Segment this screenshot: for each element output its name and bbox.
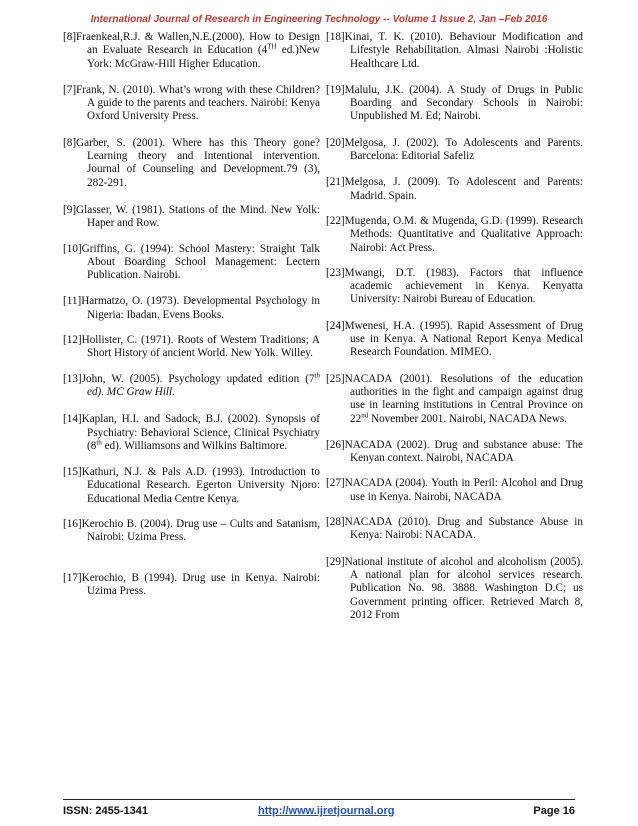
reference-entry: [12]Hollister, C. (1971). Roots of Western Traditions; A Short History of ancient World. New Yolk. Willey. (63, 334, 320, 360)
reference-entry: [26]NACADA (2002). Drug and substance abuse: The Kenyan context. Nairobi, NACADA (326, 438, 583, 465)
reference-entry: [17]Kerochio, B (1994). Drug use in Kenya. Nairobi: Uzima Press. (63, 571, 320, 597)
issn-label: ISSN: 2455-1341 (63, 805, 148, 817)
references-column-left (63, 31, 320, 598)
reference-entry: [13]John, W. (2005). Psychology updated edition (7th ed). MC Graw Hill. (63, 370, 320, 398)
reference-entry: [8]Fraenkeal,R.J. & Wallen,N.E.(2000). How to Design an Evaluate Research in Education (4TH ed.)New York: McGraw-Hill Higher Education. (63, 31, 320, 70)
reference-entry: [8]Garber, S. (2001). Where has this Theory gone? Learning theory and Intentional intervention. Journal of Counseling and Development.79 (3), 282-291. (63, 136, 320, 189)
reference-entry: [20]Melgosa, J. (2002). To Adolescents and Parents. Barcelona: Editorial Safeliz (326, 136, 583, 163)
reference-entry: [29]National institute of alcohol and alcoholism (2005). A national plan for alcohol services research. Publication No. 98. 3888. Washington D.C; us Government printing officer. Retrieved March 8, 2012 From (326, 555, 583, 621)
reference-entry: [9]Glasser, W. (1981). Stations of the Mind. New Yolk: Haper and Row. (63, 203, 320, 230)
reference-entry: [24]Mwenesi, H.A. (1995). Rapid Assessment of Drug use in Kenya. A National Report Kenya Medical Research Foundation. MIMEO. (326, 319, 583, 359)
reference-entry: [19]Malulu, J.K. (2004). A Study of Drugs in Public Boarding and Secondary Schools in Nairobi: Unpublished M. Ed; Nairobi. (326, 83, 583, 123)
reference-entry: [27]NACADA (2004). Youth in Peril: Alcohol and Drug use in Kenya. Nairobi, NACADA (326, 477, 583, 503)
reference-entry: [21]Melgosa, J. (2009). To Adolescent and Parents: Madrid. Spain. (326, 176, 583, 202)
reference-entry: [16]Kerochio B. (2004). Drug use – Cults and Satanism, Nairobi: Uzima Press. (63, 518, 320, 544)
reference-entry: [25]NACADA (2001). Resolutions of the education authorities in the fight and campaign against drug use in learning institutions in Central Province on 22nd November 2001. Nairobi, NACADA News. (326, 372, 583, 425)
reference-entry: [18]Kinai, T. K. (2010). Behaviour Modification and Lifestyle Rehabilitation. Almasi Nairobi :Holistic Healthcare Ltd. (326, 31, 583, 70)
journal-url-link[interactable]: http://www.ijretjournal.org (258, 805, 395, 817)
page-footer (63, 799, 575, 818)
reference-entry: [14]Kaplan, H.I. and Sadock, B.J. (2002). Synopsis of Psychiatry: Behavioral Science, Clinical Psychiatry (8th ed). Williamsons and Wilkins Baltimore. (63, 413, 320, 452)
reference-entry: [23]Mwangi, D.T. (1983). Factors that influence academic achievement in Kenya. Kenyatta University: Nairobi Bureau of Education. (326, 266, 583, 306)
reference-entry: [28]NACADA (2010). Drug and Substance Abuse in Kenya: Nairobi: NACADA. (326, 516, 583, 542)
page-number: Page 16 (533, 805, 575, 817)
journal-header: International Journal of Research in Engineering Technology -- Volume 1 Issue 2, Jan –Feb 2016 (90, 14, 548, 25)
reference-entry: [11]Harmatzo, O. (1973). Developmental Psychology in Nigeria: Ibadan. Evens Books. (63, 295, 320, 321)
reference-entry: [7]Frank, N. (2010). What’s wrong with these Children? A guide to the parents and teachers. Nairobi: Kenya Oxford University Press. (63, 83, 320, 123)
reference-entry: [15]Kathuri, N.J. & Pals A.D. (1993). Introduction to Educational Research. Egerton University Njoro: Educational Media Centre Kenya. (63, 466, 320, 505)
references-column-right (326, 31, 583, 622)
reference-entry: [10]Griffins, G. (1994): School Mastery: Straight Talk About Boarding School Management: Lectern Publication. Nairobi. (63, 242, 320, 282)
reference-entry: [22]Mugenda, O.M. & Mugenda, G.D. (1999). Research Methods: Quantitative and Qualitative Approach: Nairobi: Act Press. (326, 214, 583, 254)
